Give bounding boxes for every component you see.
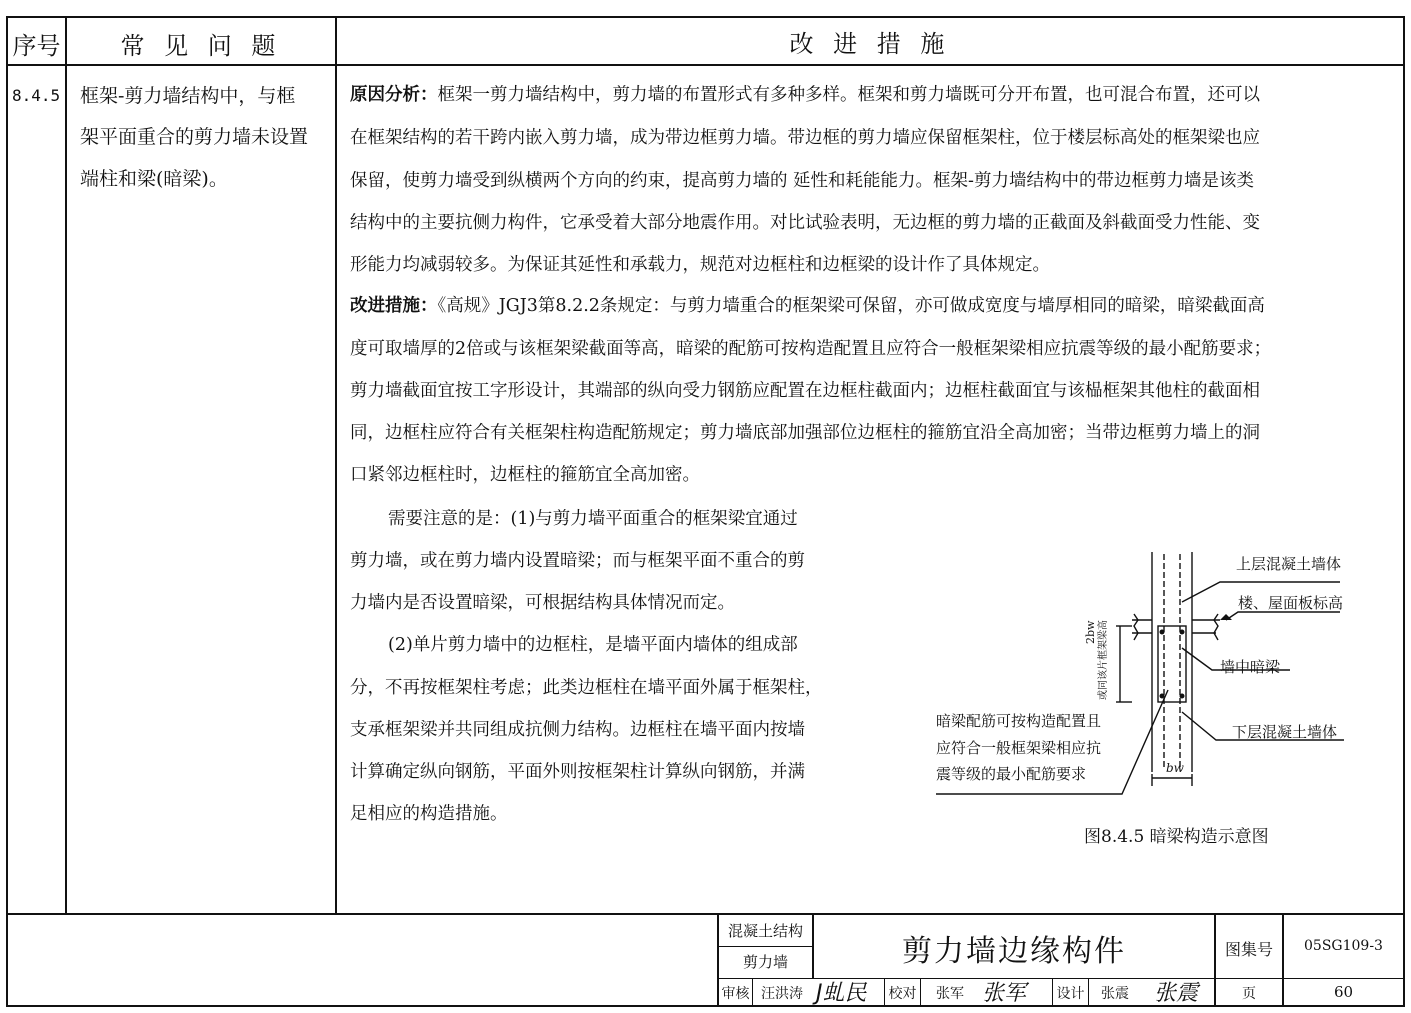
signature-checker: 张军 bbox=[982, 981, 1027, 1006]
tb-vline bbox=[920, 978, 921, 1006]
measure-line: 度可取墙厚的2倍或与该框架梁截面等高，暗梁的配筋可按构造配置且应符合一般框架梁相应抗震等级的最小配筋要求； bbox=[350, 339, 1272, 359]
figure-note-line: 震等级的最小配筋要求 bbox=[936, 765, 1087, 783]
break-symbol-right bbox=[1214, 614, 1218, 640]
measure-line-1 bbox=[350, 298, 1265, 316]
cause-line: 形能力均减弱较多。为保证其延性和承载力，规范对边框柱和边框梁的设计作了具体规定。 bbox=[350, 255, 1050, 275]
frame-right bbox=[1403, 16, 1405, 1007]
note-line: 分，不再按框架柱考虑；此类边框柱在墙平面外属于框架柱， bbox=[350, 678, 823, 698]
signature-designer: 张震 bbox=[1154, 981, 1199, 1006]
tb-reviewer: 汪洪涛 bbox=[761, 986, 803, 1002]
problem-line: 架平面重合的剪力墙未设置 bbox=[80, 126, 309, 148]
tb-category-1: 混凝土结构 bbox=[727, 922, 803, 940]
tb-page-no: 60 bbox=[1333, 983, 1354, 1001]
label-mid-beam: 墙中暗梁 bbox=[1220, 658, 1281, 676]
note-line: 支承框架梁并共同组成抗侧力结构。边框柱在墙平面内按墙 bbox=[350, 720, 805, 740]
figure-note-line: 暗梁配筋可按构造配置且 bbox=[936, 712, 1102, 730]
label-upper-wall: 上层混凝土墙体 bbox=[1236, 555, 1342, 573]
tb-designer: 张震 bbox=[1101, 986, 1129, 1002]
frame-left bbox=[6, 16, 8, 1007]
dim-height-label: 2bw bbox=[1084, 620, 1097, 644]
tb-checker: 张军 bbox=[936, 986, 964, 1002]
label-floor-level: 楼、屋面板标高 bbox=[1238, 594, 1344, 612]
note-line: (2)单片剪力墙中的边框柱，是墙平面内墙体的组成部 bbox=[388, 635, 798, 655]
tb-category-2: 剪力墙 bbox=[742, 953, 788, 971]
measure-line: 《高规》JGJ3第8.2.2条规定：与剪力墙重合的框架梁可保留，亦可做成宽度与墙厚相同的暗梁，暗梁截面高 bbox=[437, 296, 1265, 316]
tb-vline bbox=[1088, 978, 1089, 1006]
measure-line: 剪力墙截面宜按工字形设计，其端部的纵向受力钢筋应配置在边框柱截面内；边框柱截面宜与该榀框架其他柱的截面相 bbox=[350, 381, 1260, 401]
dim-height-alt-label: 或同该片框架梁高 bbox=[1098, 620, 1109, 700]
rebar-dot bbox=[1160, 630, 1165, 635]
cause-line: 在框架结构的若干跨内嵌入剪力墙，成为带边框剪力墙。带边框的剪力墙应保留框架柱，位于楼层标高处的框架梁也应 bbox=[350, 128, 1260, 148]
cause-line: 保留，使剪力墙受到纵横两个方向的约束，提高剪力墙的 延性和耗能能力。框架-剪力墙结构中的带边框剪力墙是该类 bbox=[350, 171, 1254, 191]
titleblock-top bbox=[6, 913, 1405, 915]
header-no: 序号 bbox=[12, 32, 61, 60]
measure-line: 同，边框柱应符合有关框架柱构造配筋规定；剪力墙底部加强部位边框柱的箍筋宜沿全高加密；当带边框剪力墙上的洞 bbox=[350, 423, 1260, 443]
tb-atlas-label: 图集号 bbox=[1224, 940, 1273, 959]
cause-line-1 bbox=[350, 87, 1260, 105]
label-lower-wall: 下层混凝土墙体 bbox=[1232, 723, 1338, 741]
cause-label: 原因分析： bbox=[350, 85, 438, 105]
tb-title: 剪力墙边缘构件 bbox=[902, 934, 1126, 969]
tb-vline bbox=[752, 978, 753, 1006]
tb-review-label: 审核 bbox=[721, 986, 750, 1002]
note-line: 计算确定纵向钢筋，平面外则按框架柱计算纵向钢筋，并满 bbox=[350, 762, 805, 782]
measure-line: 口紧邻边框柱时，边框柱的箍筋宜全高加密。 bbox=[350, 465, 700, 485]
leader-floor-level bbox=[1226, 612, 1340, 620]
col-divider-1 bbox=[65, 16, 67, 914]
note-line: 力墙内是否设置暗梁，可根据结构具体情况而定。 bbox=[350, 593, 735, 613]
header-divider bbox=[6, 64, 1405, 66]
figure-caption: 图8.4.5 暗梁构造示意图 bbox=[1084, 827, 1269, 847]
cause-line: 框架一剪力墙结构中，剪力墙的布置形式有多种多样。框架和剪力墙既可分开布置，也可混合布置，还可以 bbox=[437, 85, 1260, 105]
header-problem: 常 见 问 题 bbox=[120, 32, 282, 60]
signature-reviewer: J虬民 bbox=[816, 981, 867, 1006]
break-symbol-left bbox=[1134, 614, 1138, 640]
dim-width-label: bw bbox=[1166, 761, 1184, 775]
problem-line: 框架-剪力墙结构中，与框 bbox=[80, 85, 296, 107]
tb-design-label: 设计 bbox=[1056, 986, 1085, 1002]
rebar-dot bbox=[1180, 694, 1185, 699]
header-measure: 改 进 措 施 bbox=[789, 30, 951, 58]
frame-top bbox=[6, 16, 1405, 18]
cause-line: 结构中的主要抗侧力构件，它承受着大部分地震作用。对比试验表明，无边框的剪力墙的正截面及斜截面受力性能、变 bbox=[350, 213, 1260, 233]
rebar-dot bbox=[1180, 630, 1185, 635]
rebar-dot bbox=[1160, 694, 1165, 699]
measure-label: 改进措施： bbox=[350, 296, 438, 316]
figure-note-line: 应符合一般框架梁相应抗 bbox=[936, 739, 1102, 757]
tb-check-label: 校对 bbox=[888, 986, 917, 1002]
tb-page-label: 页 bbox=[1242, 986, 1256, 1002]
tb-atlas-no: 05SG109-3 bbox=[1304, 938, 1383, 954]
tb-hline bbox=[717, 946, 814, 947]
note-line: 剪力墙，或在剪力墙内设置暗梁；而与框架平面不重合的剪 bbox=[350, 551, 805, 571]
row-no: 8.4.5 bbox=[12, 86, 61, 105]
problem-line: 端柱和梁(暗梁)。 bbox=[80, 168, 228, 190]
col-divider-2 bbox=[335, 16, 337, 914]
note-line: 足相应的构造措施。 bbox=[350, 804, 508, 824]
note-line: 需要注意的是：(1)与剪力墙平面重合的框架梁宜通过 bbox=[388, 509, 798, 529]
hidden-beam-outline bbox=[1158, 626, 1186, 702]
